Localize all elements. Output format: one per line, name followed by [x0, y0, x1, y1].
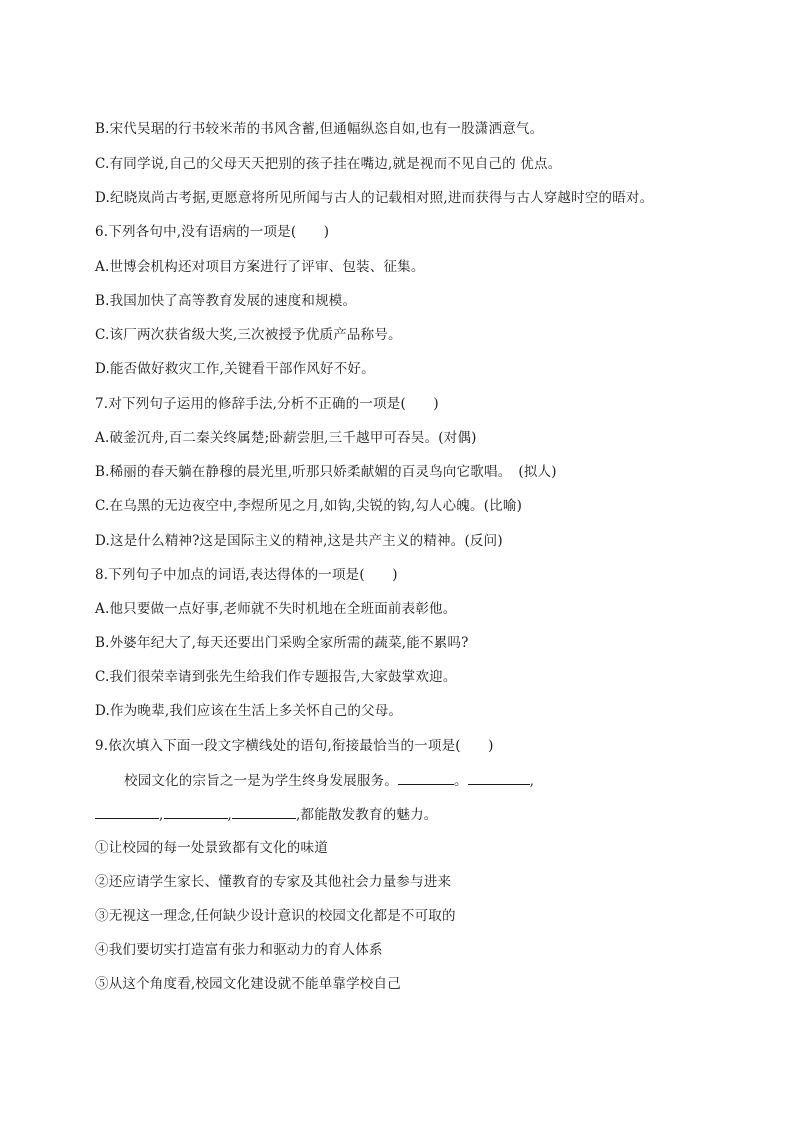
answer-blank-4 [164, 805, 228, 819]
q6-option-d: D.能否做好救灾工作,关键看干部作风好不好。 [95, 361, 375, 377]
q9-stem: 9.依次填入下面一段文字横线处的语句,衔接最恰当的一项是( ) [95, 738, 494, 754]
q6-option-b: B.我国加快了高等教育发展的速度和规模。 [95, 293, 357, 309]
q5-option-b: B.宋代吴琚的行书较米芾的书风含蓄,但通幅纵恣自如,也有一股潇洒意气。 [95, 121, 544, 137]
q9-passage-line-2 [95, 805, 438, 824]
q8-stem: 8.下列句子中加点的词语,表达得体的一项是( ) [95, 567, 398, 583]
q9-passage-line-1 [124, 771, 534, 790]
q9-sentence-3: ③无视这一理念,任何缺少设计意识的校园文化都是不可取的 [95, 908, 456, 924]
q7-option-a: A.破釜沉舟,百二秦关终属楚;卧薪尝胆,三千越甲可吞吴。(对偶) [95, 430, 477, 446]
answer-blank-2 [468, 771, 530, 785]
q5-option-c: C.有同学说,自己的父母天天把别的孩子挂在嘴边,就是视而不见自己的 优点。 [95, 156, 562, 172]
q7-option-d: D.这是什么精神?这是国际主义的精神,这是共产主义的精神。(反问) [95, 533, 503, 549]
answer-blank-1 [398, 771, 454, 785]
q9-sentence-1: ①让校园的每一处景致都有文化的味道 [95, 840, 328, 856]
q6-stem: 6.下列各句中,没有语病的一项是( ) [95, 224, 330, 240]
q6-option-c: C.该厂两次获省级大奖,三次被授予优质产品称号。 [95, 327, 402, 343]
q7-stem: 7.对下列句子运用的修辞手法,分析不正确的一项是( ) [95, 396, 439, 412]
q5-option-d: D.纪晓岚尚古考据,更愿意将所见所闻与古人的记载相对照,进而获得与古人穿越时空的晤对。 [95, 190, 654, 206]
q8-option-b: B.外婆年纪大了,每天还要出门采购全家所需的蔬菜,能不累吗? [95, 635, 469, 651]
answer-blank-3 [95, 805, 159, 819]
blank-separator: , [296, 807, 301, 823]
blank-separator: , [227, 807, 232, 823]
answer-blank-5 [232, 805, 296, 819]
blank-separator: , [529, 773, 535, 789]
passage-ending: 都能散发教育的魅力。 [300, 807, 438, 823]
q7-option-b: B.稀丽的春天躺在静穆的晨光里,听那只娇柔献媚的百灵鸟向它歌唱。 (拟人) [95, 464, 557, 480]
blank-separator: , [159, 807, 164, 823]
q9-sentence-5: ⑤从这个角度看,校园文化建设就不能单靠学校自己 [95, 976, 401, 992]
q9-sentence-2: ②还应请学生家长、懂教育的专家及其他社会力量参与进来 [95, 874, 452, 890]
q8-option-c: C.我们很荣幸请到张先生给我们作专题报告,大家鼓掌欢迎。 [95, 669, 457, 685]
q8-option-a: A.他只要做一点好事,老师就不失时机地在全班面前表彰他。 [95, 601, 457, 617]
passage-text: 校园文化的宗旨之一是为学生终身发展服务。 [124, 773, 398, 789]
q9-sentence-4: ④我们要切实打造富有张力和驱动力的育人体系 [95, 942, 383, 958]
q8-option-d: D.作为晚辈,我们应该在生活上多关怀自己的父母。 [95, 703, 403, 719]
blank-separator: 。 [454, 773, 468, 789]
q7-option-c: C.在乌黑的无边夜空中,李煜所见之月,如钩,尖锐的钩,勾人心魄。(比喻) [95, 498, 523, 514]
q6-option-a: A.世博会机构还对项目方案进行了评审、包装、征集。 [95, 259, 425, 275]
